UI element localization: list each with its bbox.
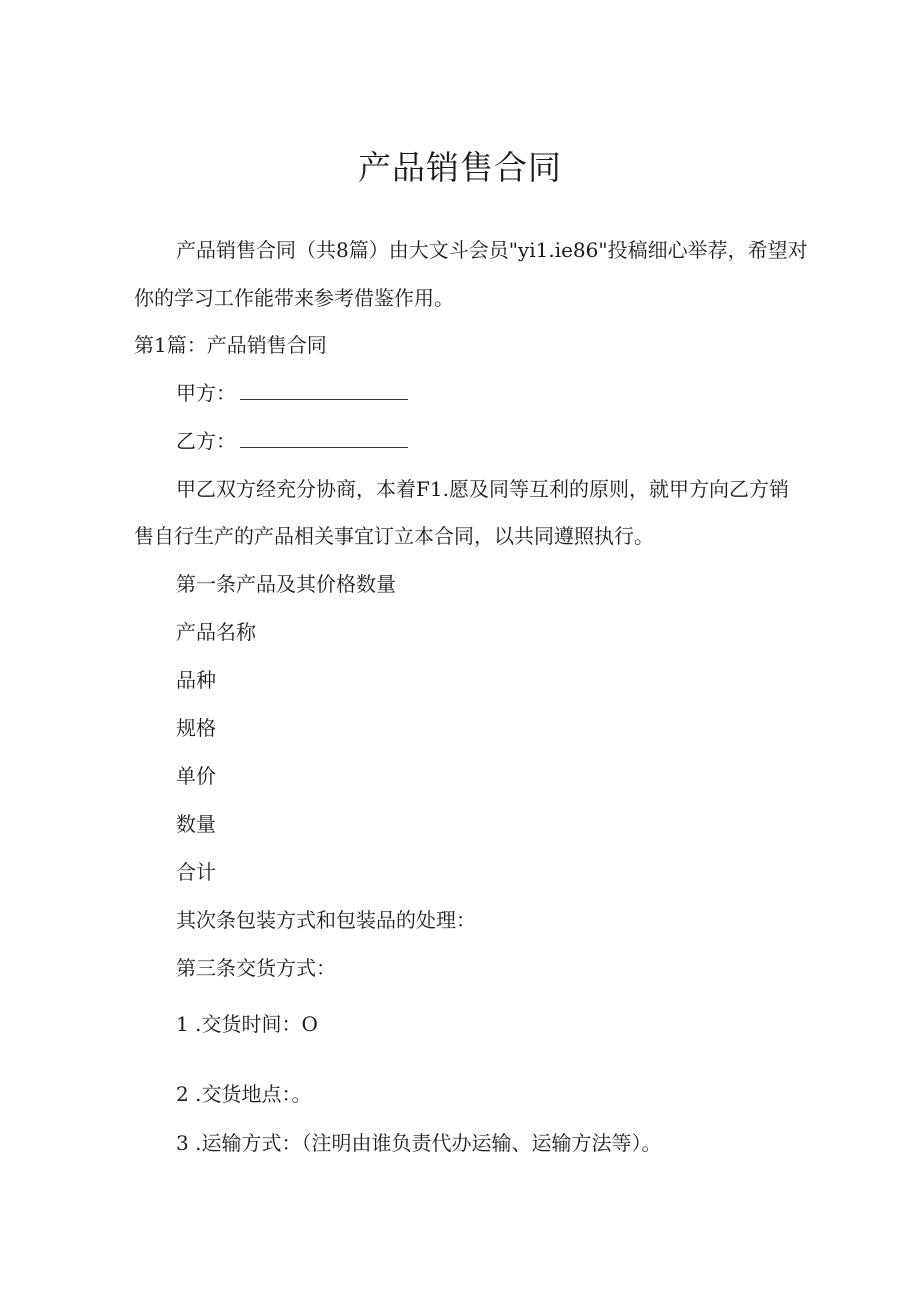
field-total: 合计	[176, 860, 216, 884]
intro-line-2: 你的学习工作能带来参考借鉴作用。	[134, 286, 454, 310]
field-variety: 品种	[176, 668, 216, 692]
field-spec: 规格	[176, 716, 216, 740]
body-line-2: 售自行生产的产品相关事宜订立本合同，以共同遵照执行。	[134, 524, 654, 548]
intro-line-1: 产品销售合同（共8篇）由大文斗会员"yi1.ie86"投稿细心举荐，希望对	[176, 238, 808, 262]
field-product-name: 产品名称	[176, 620, 256, 644]
item-2-delivery-place: 2 .交货地点：。	[176, 1082, 312, 1106]
page-title: 产品销售合同	[358, 148, 562, 187]
field-unit-price: 单价	[176, 764, 216, 788]
section-heading: 第1篇：产品销售合同	[134, 333, 327, 357]
party-b-row	[176, 427, 408, 455]
party-a-label: 甲方：	[176, 381, 236, 405]
party-b-label: 乙方：	[176, 429, 236, 453]
article-1-heading: 第一条产品及其价格数量	[176, 572, 396, 596]
party-a-blank	[240, 381, 408, 400]
party-b-blank	[240, 429, 408, 448]
article-3-heading: 第三条交货方式：	[176, 956, 336, 980]
body-line-1: 甲乙双方经充分协商，本着F1.愿及同等互利的原则，就甲方向乙方销	[176, 477, 789, 501]
item-1-delivery-time: 1 .交货时间：O	[176, 1012, 318, 1036]
article-2-heading: 其次条包装方式和包装品的处理：	[176, 908, 476, 932]
party-a-row	[176, 379, 408, 407]
field-quantity: 数量	[176, 812, 216, 836]
item-3-transport-method: 3 .运输方式：（注明由谁负责代办运输、运输方法等）。	[176, 1131, 662, 1155]
